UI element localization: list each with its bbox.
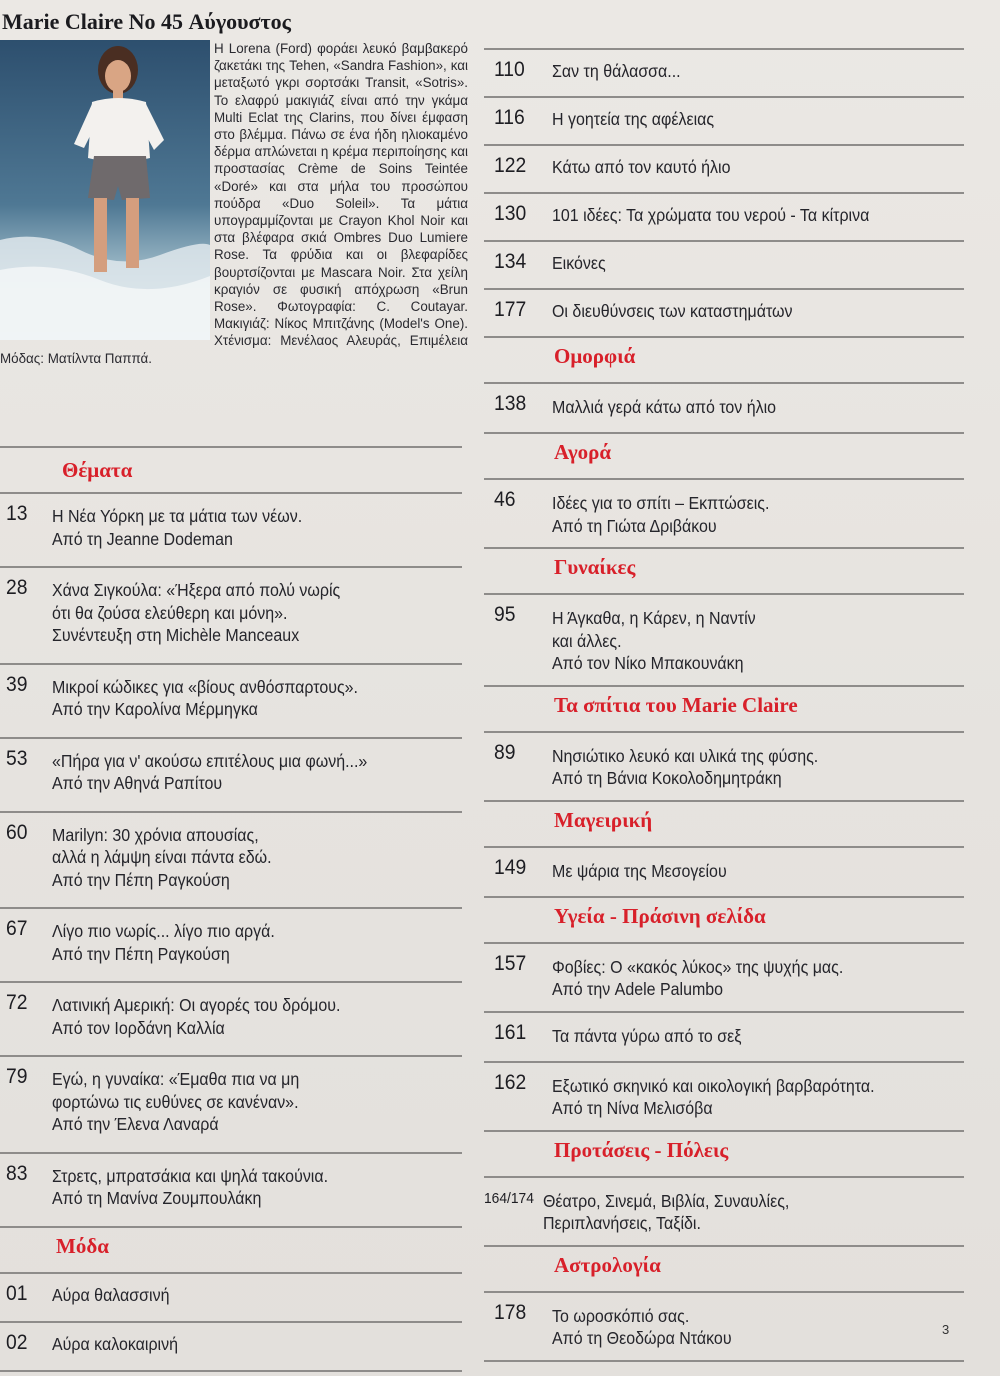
contents-entry: [484, 240, 964, 288]
contents-entry: [0, 492, 462, 566]
entry-page-number: 162: [494, 1070, 527, 1094]
entry-page-number: 53: [6, 746, 28, 770]
entry-page-number: 60: [6, 820, 28, 844]
entry-line: Λίγο πιο νωρίς... λίγο πιο αργά.: [52, 921, 275, 941]
contents-entry: [0, 981, 462, 1055]
contents-entry: [484, 846, 964, 896]
cover-caption: Η Lorena (Ford) φοράει λευκό βαμβακερό ζακετάκι της Tehen, «Sandra Fashion», και μεταξωτό γκρι σορτσάκι Transit, «Sotris». Το ελαφρύ μακιγιάζ είναι από την γκάμα Multi Eclat της Clarins, που δίνει έμφαση στο βλέμμα. Πάνω σε ένα ήδη ηλιοκαμένο δέρμα απλώνεται η κρέμα περιποίησης και προστασίας Crème de Soins Teintée «Doré» και στα μήλα του προσώπου πούδρα «Duo Soleil». Τα μάτια υπογραμμίζονται με Crayon Khol Noir και στα βλέφαρα σκιά Ombres Duo Lumiere Rose. Τα φρύδια και οι βλεφαρίδες βουρτσίζονται με Mascara Noir. Στα χείλη κραγιόν σε φυσική απόχρωση «Brun Rose». Φωτογραφία: C. Coutayar. Μακιγιάζ: Νίκος Μπιτζάνης (Model's One). Χτένισμα: Μενέλαος Αλευράς, Επιμέλεια Μόδας: Ματίλντα Παππά.: [0, 41, 468, 366]
entry-page-number: 130: [494, 202, 527, 225]
section-heading: [484, 1245, 964, 1291]
section-heading-label: Μαγειρική: [554, 807, 653, 832]
entry-title: [552, 300, 935, 323]
contents-entry: [484, 48, 964, 96]
contents-entry: [484, 1011, 964, 1061]
entry-line: αλλά η λάμψη είναι πάντα εδώ.: [52, 847, 272, 867]
entry-page-number: 01: [6, 1281, 28, 1305]
page-number: 3: [942, 1322, 950, 1337]
section-heading: [484, 336, 964, 382]
contents-entry: [484, 192, 964, 240]
entry-line: Με ψάρια της Μεσογείου: [552, 860, 727, 881]
entry-title: [552, 396, 935, 419]
contents-entry: [484, 1291, 964, 1360]
entry-title: [52, 824, 433, 892]
entry-title: [52, 1284, 433, 1307]
contents-entry: [484, 731, 964, 800]
entry-line: Η γοητεία της αφέλειας: [552, 109, 715, 129]
entry-page-number: 164/174: [484, 1189, 534, 1207]
section-heading-themata: Θέματα: [0, 446, 462, 492]
entry-page-number: 178: [494, 1300, 527, 1324]
entry-page-number: 116: [494, 106, 525, 129]
entry-line: Από την Καρολίνα Μέρμηγκα: [52, 699, 258, 719]
entry-page-number: 149: [494, 855, 527, 879]
contents-entry: [484, 1061, 964, 1130]
divider: [0, 1370, 462, 1372]
entry-title: [552, 60, 935, 83]
entry-line: «Πήρα για ν' ακούσω επιτέλους μια φωνή...»: [52, 750, 368, 771]
contents-entry: [0, 663, 462, 737]
entry-title: [52, 1068, 433, 1136]
entry-line: Οι διευθύνσεις των καταστημάτων: [552, 301, 793, 321]
entry-line: Στρετς, μπρατσάκια και ψηλά τακούνια.: [52, 1165, 329, 1186]
entry-title: [552, 492, 935, 537]
contents-entry: [484, 1176, 964, 1245]
contents-entry: [484, 96, 964, 144]
entry-title: [52, 1333, 433, 1356]
entry-page-number: 46: [494, 488, 516, 511]
entry-line: Από τη Νίνα Μελισόβα: [552, 1098, 713, 1118]
section-heading: [484, 800, 964, 846]
contents-entry: [0, 907, 462, 981]
entry-page-number: 39: [6, 672, 28, 696]
entry-line: Η Άγκαθα, η Κάρεν, η Ναντίν: [552, 608, 756, 628]
entry-line: Από τη Μανίνα Ζουμπουλάκη: [52, 1188, 262, 1208]
entry-page-number: 161: [494, 1020, 527, 1044]
entry-page-number: 177: [494, 298, 527, 321]
entry-title: [552, 1075, 935, 1120]
entry-page-number: 89: [494, 740, 516, 764]
section-heading-label: Τα σπίτια του Marie Claire: [554, 692, 798, 717]
entry-line: Από τη Βάνια Κοκολοδημητράκη: [552, 768, 782, 788]
contents-entry: [0, 1272, 462, 1321]
entry-page-number: 13: [6, 502, 28, 525]
entry-page-number: 110: [494, 58, 525, 81]
section-heading: [484, 1130, 964, 1176]
entry-line: Από την Adele Palumbo: [552, 979, 724, 999]
entry-page-number: 28: [6, 576, 28, 599]
entry-line: Από την Πέπη Ραγκούση: [52, 869, 230, 890]
section-heading-label: Προτάσεις - Πόλεις: [554, 1137, 729, 1162]
contents-entry: [484, 593, 964, 685]
entry-line: Από τη Θεοδώρα Ντάκου: [552, 1328, 732, 1348]
entry-title: [552, 108, 935, 131]
entry-line: Συνέντευξη στη Michèle Manceaux: [52, 625, 300, 645]
entry-title: [52, 994, 433, 1039]
entry-line: Από την Πέπη Ραγκούση: [52, 943, 230, 964]
entry-title: [552, 745, 935, 790]
cover-photo: [0, 40, 210, 340]
section-heading-label: Αγορά: [554, 440, 612, 464]
entry-line: Τα πάντα γύρω από το σεξ: [552, 1025, 742, 1046]
entry-line: Περιπλανήσεις, Ταξίδι.: [543, 1213, 701, 1233]
contents-entry: [484, 478, 964, 547]
entry-line: Αύρα θαλασσινή: [52, 1284, 170, 1305]
entry-line: Το ωροσκόπιό σας.: [552, 1305, 690, 1326]
section-heading-label: Ομορφιά: [554, 344, 636, 368]
contents-entry: [0, 1321, 462, 1370]
entry-page-number: 134: [494, 250, 527, 273]
contents-entry: [0, 737, 462, 811]
cover-title: Marie Claire No 45 Αύγουστος: [2, 9, 291, 34]
entry-line: Νησιώτικο λευκό και υλικά της φύσης.: [552, 745, 819, 766]
section-heading: [484, 547, 964, 593]
contents-entry: [484, 144, 964, 192]
entry-title: [552, 1305, 935, 1350]
entry-line: Από τον Νίκο Μπακουνάκη: [552, 653, 744, 673]
contents-entry: [484, 382, 964, 432]
contents-right-column: [484, 48, 964, 1362]
cover-model-illustration: [0, 40, 210, 340]
divider: [484, 1360, 964, 1362]
entry-line: Εικόνες: [552, 253, 606, 273]
section-heading-moda: Μόδα: [0, 1226, 462, 1272]
entry-title: [552, 1025, 935, 1048]
contents-entry: [0, 566, 462, 663]
entry-line: Από τον Ιορδάνη Καλλία: [52, 1017, 225, 1038]
entry-line: Από τη Jeanne Dodeman: [52, 528, 233, 549]
contents-entry: [0, 1152, 462, 1226]
section-heading: [484, 432, 964, 478]
entry-line: Από την Αθηνά Ραπίτου: [52, 773, 223, 793]
section-heading-label: Γυναίκες: [554, 555, 636, 579]
entry-line: Ιδέες για το σπίτι – Εκπτώσεις.: [552, 493, 770, 513]
entry-line: Αύρα καλοκαιρινή: [52, 1333, 178, 1354]
entry-page-number: 72: [6, 991, 28, 1014]
contents-entry: [484, 942, 964, 1011]
entry-title: [52, 750, 433, 795]
entry-title: [52, 1165, 433, 1210]
entry-line: Κάτω από τον καυτό ήλιο: [552, 157, 731, 177]
entry-title: [52, 579, 433, 647]
entry-title: [552, 156, 935, 179]
entry-page-number: 95: [494, 603, 516, 626]
entry-line: Λατινική Αμερική: Οι αγορές του δρόμου.: [52, 995, 341, 1015]
entry-page-number: 157: [494, 951, 527, 975]
entry-line: Μικροί κώδικες για «βίους ανθόσπαρτους».: [52, 676, 358, 697]
entry-title: [52, 676, 433, 721]
entry-title: [552, 860, 935, 883]
entry-line: Εγώ, η γυναίκα: «Έμαθα πια να μη: [52, 1069, 300, 1089]
contents-entry: [0, 1055, 462, 1152]
contents-entry: [0, 811, 462, 908]
entry-line: Η Νέα Υόρκη με τα μάτια των νέων.: [52, 506, 303, 526]
entry-page-number: 67: [6, 917, 28, 940]
entry-title: [543, 1190, 935, 1235]
entry-line: και άλλες.: [552, 630, 622, 651]
entry-page-number: 138: [494, 392, 527, 415]
entry-line: Μαλλιά γερά κάτω από τον ήλιο: [552, 397, 777, 417]
entry-line: 101 ιδέες: Τα χρώματα του νερού - Τα κίτρινα: [552, 205, 870, 225]
contents-left-column: [0, 446, 462, 1372]
section-heading: [484, 685, 964, 731]
entry-line: ότι θα ζούσα ελεύθερη και μόνη».: [52, 602, 288, 623]
entry-line: φορτώνω τις ευθύνες σε κανέναν».: [52, 1091, 299, 1112]
section-heading-label: Υγεία - Πράσινη σελίδα: [554, 903, 766, 928]
entry-title: [52, 505, 433, 550]
entry-title: [52, 920, 433, 965]
entry-title: [552, 252, 935, 275]
entry-line: Από τη Γιώτα Δριβάκου: [552, 515, 717, 536]
entry-line: Χάνα Σιγκούλα: «Ήξερα από πολύ νωρίς: [52, 580, 341, 600]
entry-line: Marilyn: 30 χρόνια απουσίας,: [52, 824, 259, 845]
section-heading-label: Αστρολογία: [554, 1252, 661, 1277]
entry-line: Θέατρο, Σινεμά, Βιβλία, Συναυλίες,: [543, 1190, 790, 1211]
entry-page-number: 122: [494, 154, 527, 177]
entry-page-number: 79: [6, 1065, 28, 1088]
entry-line: Εξωτικό σκηνικό και οικολογική βαρβαρότητα.: [552, 1075, 875, 1096]
entry-page-number: 02: [6, 1330, 28, 1354]
entry-title: [552, 607, 935, 675]
entry-line: Σαν τη θάλασσα...: [552, 61, 681, 81]
section-heading: [484, 896, 964, 942]
entry-line: Φοβίες: Ο «κακός λύκος» της ψυχής μας.: [552, 956, 844, 977]
entry-line: Από την Έλενα Λαναρά: [52, 1114, 219, 1134]
entry-title: [552, 956, 935, 1001]
entry-title: [552, 204, 935, 227]
contents-entry: [484, 288, 964, 336]
entry-page-number: 83: [6, 1161, 28, 1185]
